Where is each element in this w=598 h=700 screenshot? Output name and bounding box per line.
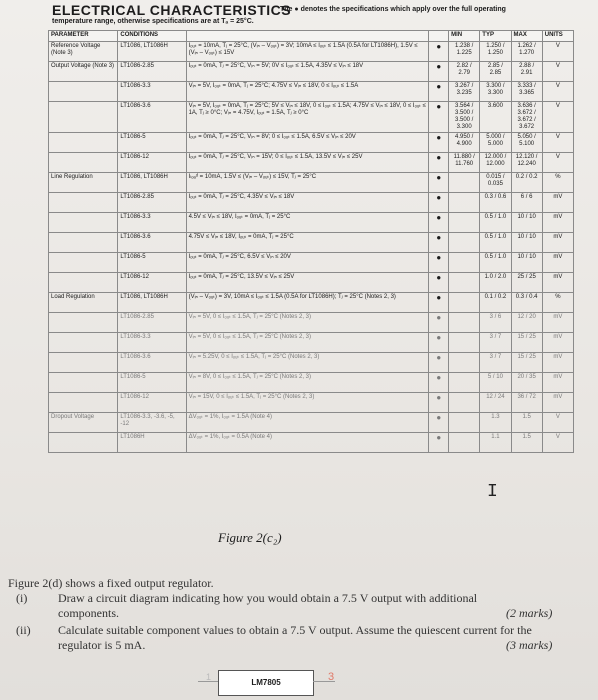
row-full-range-dot: ● — [429, 193, 449, 213]
row-part-number: LT1086-3.6 — [118, 353, 186, 373]
row-conditions: (Vᵢₙ – Vₒᵤₜ) = 3V, 10mA ≤ Iₒᵤₜ ≤ 1.5A (0.5A for LT1086H); Tⱼ = 25°C (Notes 2, 3) — [186, 293, 429, 313]
section-title: ELECTRICAL CHARACTERISTICS — [52, 2, 292, 18]
row-max: 6 / 6 — [511, 193, 542, 213]
pin-out-label: 3 — [328, 671, 335, 683]
table-row — [49, 213, 574, 233]
row-units: % — [542, 173, 573, 193]
row-typ: 3 / 7 — [480, 353, 511, 373]
row-max: 25 / 25 — [511, 273, 542, 293]
row-conditions: 4.5V ≤ Vᵢₙ ≤ 18V, Iₒᵤₜ = 0mA, Tⱼ = 25°C — [186, 213, 429, 233]
row-min — [449, 333, 480, 353]
row-full-range-dot: ● — [429, 233, 449, 253]
row-full-range-dot: ● — [429, 353, 449, 373]
row-typ: 3 / 6 — [480, 313, 511, 333]
figure-caption: Figure 2(c₂) — [218, 530, 282, 545]
row-max: 10 / 10 — [511, 213, 542, 233]
row-min — [449, 293, 480, 313]
row-typ: 3.600 — [480, 102, 511, 133]
question-1-text: Draw a circuit diagram indicating how you would obtain a 7.5 V output with additional components. — [58, 591, 478, 620]
row-conditions: Iₒᵤₜ = 0mA, Tⱼ = 25°C, Vᵢₙ = 5V; 0V ≤ Iₒᵤₜ ≤ 1.5A, 4.35V ≤ Vᵢₙ ≤ 18V — [186, 62, 429, 82]
row-full-range-dot: ● — [429, 82, 449, 102]
table-row — [49, 253, 574, 273]
question-1-marks: (2 marks) — [506, 606, 553, 620]
table-row — [49, 133, 574, 153]
row-conditions: Iₒᵤₜ = 0mA, Tⱼ = 25°C, 4.35V ≤ Vᵢₙ ≤ 18V — [186, 193, 429, 213]
row-min — [449, 253, 480, 273]
row-max: 36 / 72 — [511, 393, 542, 413]
row-max: 1.262 / 1.270 — [511, 42, 542, 62]
row-units: mV — [542, 193, 573, 213]
row-typ: 0.5 / 1.0 — [480, 233, 511, 253]
row-full-range-dot: ● — [429, 153, 449, 173]
question-intro: Figure 2(d) shows a fixed output regulator. — [8, 576, 214, 590]
row-typ: 3 / 7 — [480, 333, 511, 353]
row-typ: 0.5 / 1.0 — [480, 253, 511, 273]
row-typ: 1.1 — [480, 433, 511, 453]
row-parameter — [49, 82, 118, 102]
row-parameter: Dropout Voltage — [49, 413, 118, 433]
row-parameter — [49, 133, 118, 153]
row-max: 15 / 25 — [511, 333, 542, 353]
table-row — [49, 373, 574, 393]
row-conditions: Iₒᵤₜ = 0mA, Tⱼ = 25°C, Vᵢₙ = 15V; 0 ≤ Iₒᵤₜ ≤ 1.5A, 13.5V ≤ Vᵢₙ ≤ 25V — [186, 153, 429, 173]
row-part-number: LT1086-3.3 — [118, 213, 186, 233]
row-parameter: Load Regulation — [49, 293, 118, 313]
row-conditions: Iₒᵤₜ = 0mA, Tⱼ = 25°C, Vᵢₙ = 8V; 0 ≤ Iₒᵤₜ ≤ 1.5A, 6.5V ≤ Vᵢₙ ≤ 20V — [186, 133, 429, 153]
row-min — [449, 373, 480, 393]
row-full-range-dot: ● — [429, 293, 449, 313]
electrical-characteristics-table — [48, 30, 574, 453]
row-parameter — [49, 253, 118, 273]
row-part-number: LT1086-2.85 — [118, 313, 186, 333]
row-conditions: ΔVₒᵤₜ = 1%, Iₒᵤₜ = 0.5A (Note 4) — [186, 433, 429, 453]
row-typ: 0.3 / 0.6 — [480, 193, 511, 213]
row-full-range-dot: ● — [429, 333, 449, 353]
row-conditions: Vᵢₙ = 5.25V, 0 ≤ Iₒᵤₜ ≤ 1.5A, Tⱼ = 25°C (Notes 2, 3) — [186, 353, 429, 373]
row-typ: 12 / 24 — [480, 393, 511, 413]
row-min: 4.950 / 4.900 — [449, 133, 480, 153]
row-conditions: 4.75V ≤ Vᵢₙ ≤ 18V, Iₒᵤₜ = 0mA, Tⱼ = 25°C — [186, 233, 429, 253]
row-min — [449, 173, 480, 193]
row-units: V — [542, 133, 573, 153]
row-max: 2.88 / 2.91 — [511, 62, 542, 82]
row-parameter — [49, 233, 118, 253]
row-conditions: Vᵢₙ = 8V, 0 ≤ Iₒᵤₜ ≤ 1.5A, Tⱼ = 25°C (Notes 2, 3) — [186, 373, 429, 393]
row-full-range-dot: ● — [429, 213, 449, 233]
question-1-number: (i) — [16, 591, 28, 605]
row-typ: 12.000 / 12.000 — [480, 153, 511, 173]
header-conditions-detail — [186, 31, 429, 42]
row-units: mV — [542, 373, 573, 393]
title-note: The ● denotes the specifications which apply over the full operating — [280, 6, 506, 13]
table-row — [49, 62, 574, 82]
row-max: 12 / 20 — [511, 313, 542, 333]
row-full-range-dot: ● — [429, 102, 449, 133]
row-full-range-dot: ● — [429, 42, 449, 62]
row-typ: 0.5 / 1.0 — [480, 213, 511, 233]
row-typ: 5 / 10 — [480, 373, 511, 393]
row-full-range-dot: ● — [429, 313, 449, 333]
table-row — [49, 233, 574, 253]
row-conditions: ΔVₒᵤₜ = 1%, Iₒᵤₜ = 1.5A (Note 4) — [186, 413, 429, 433]
header-max: MAX — [511, 31, 542, 42]
question-2-marks: (3 marks) — [506, 638, 553, 652]
row-max: 20 / 35 — [511, 373, 542, 393]
row-units: V — [542, 153, 573, 173]
row-part-number: LT1086-3.6 — [118, 102, 186, 133]
table-row — [49, 153, 574, 173]
row-typ: 0.1 / 0.2 — [480, 293, 511, 313]
table-body — [49, 42, 574, 453]
row-units: mV — [542, 393, 573, 413]
text-cursor-icon: I — [487, 482, 498, 502]
row-units: V — [542, 433, 573, 453]
row-units: mV — [542, 273, 573, 293]
row-parameter — [49, 433, 118, 453]
row-max: 10 / 10 — [511, 253, 542, 273]
row-min — [449, 313, 480, 333]
table-row — [49, 42, 574, 62]
table-row — [49, 193, 574, 213]
row-min: 1.238 / 1.225 — [449, 42, 480, 62]
row-parameter — [49, 213, 118, 233]
row-full-range-dot: ● — [429, 273, 449, 293]
row-parameter — [49, 313, 118, 333]
row-full-range-dot: ● — [429, 173, 449, 193]
table-row — [49, 433, 574, 453]
row-full-range-dot: ● — [429, 393, 449, 413]
row-typ: 1.3 — [480, 413, 511, 433]
row-typ: 5.000 / 5.000 — [480, 133, 511, 153]
row-min: 11.880 / 11.760 — [449, 153, 480, 173]
row-full-range-dot: ● — [429, 413, 449, 433]
row-min: 2.82 / 2.79 — [449, 62, 480, 82]
row-full-range-dot: ● — [429, 133, 449, 153]
row-units: mV — [542, 313, 573, 333]
row-typ: 0.015 / 0.035 — [480, 173, 511, 193]
row-parameter: Reference Voltage (Note 3) — [49, 42, 118, 62]
row-parameter — [49, 373, 118, 393]
row-typ: 2.85 / 2.85 — [480, 62, 511, 82]
row-conditions: Vᵢₙ = 5V, Iₒᵤₜ = 0mA, Tⱼ = 25°C; 5V ≤ Vᵢₙ ≤ 18V, 0 ≤ Iₒᵤₜ ≤ 1.5A; 4.75V ≤ Vᵢₙ ≤ 18V, 0 ≤ Iₒᵤₜ ≤ 1A, Tⱼ ≥ 0°C; Vᵢₙ = 4.75V, Iₒᵤₜ = 1.5A, Tⱼ ≥ 0°C — [186, 102, 429, 133]
header-parameter: PARAMETER — [49, 31, 118, 42]
table-row — [49, 82, 574, 102]
row-min — [449, 353, 480, 373]
row-part-number: LT1086-3.6 — [118, 233, 186, 253]
row-part-number: LT1086-3.3 — [118, 82, 186, 102]
row-min: 3.564 / 3.500 / 3.500 / 3.300 — [449, 102, 480, 133]
row-conditions: Vᵢₙ = 5V, 0 ≤ Iₒᵤₜ ≤ 1.5A, Tⱼ = 25°C (Notes 2, 3) — [186, 313, 429, 333]
row-min — [449, 433, 480, 453]
row-max: 12.120 / 12.240 — [511, 153, 542, 173]
row-parameter — [49, 353, 118, 373]
row-typ: 1.250 / 1.250 — [480, 42, 511, 62]
question-2-number: (ii) — [16, 623, 31, 637]
row-max: 10 / 10 — [511, 233, 542, 253]
header-units: UNITS — [542, 31, 573, 42]
row-parameter — [49, 393, 118, 413]
row-conditions: Vᵢₙ = 5V, 0 ≤ Iₒᵤₜ ≤ 1.5A, Tⱼ = 25°C (Notes 2, 3) — [186, 333, 429, 353]
row-parameter: Line Regulation — [49, 173, 118, 193]
header-conditions: CONDITIONS — [118, 31, 186, 42]
row-part-number: LT1086-3.3 — [118, 333, 186, 353]
row-min: 3.267 / 3.235 — [449, 82, 480, 102]
table-row — [49, 273, 574, 293]
table-row — [49, 173, 574, 193]
row-units: V — [542, 413, 573, 433]
row-parameter — [49, 153, 118, 173]
table-row — [49, 293, 574, 313]
table-row — [49, 353, 574, 373]
table-row — [49, 333, 574, 353]
row-conditions: Iₒᵤₜ = 0mA, Tⱼ = 25°C, 6.5V ≤ Vᵢₙ ≤ 20V — [186, 253, 429, 273]
row-part-number: LT1086-12 — [118, 153, 186, 173]
row-units: % — [542, 293, 573, 313]
row-full-range-dot: ● — [429, 62, 449, 82]
section-subtitle: temperature range, otherwise specifications are at Tₐ = 25°C. — [52, 18, 254, 25]
question-2-text: Calculate suitable component values to obtain a 7.5 V output. Assume the quiescent current for the regulator is 5 mA. — [58, 623, 532, 652]
row-units: mV — [542, 233, 573, 253]
row-conditions: Iₒᵤₜ = 10mA, Tⱼ = 25°C, (Vᵢₙ – Vₒᵤₜ) = 3V; 10mA ≤ Iₒᵤₜ ≤ 1.5A (0.5A for LT1086H), 1.5V ≤ (Vᵢₙ – Vₒᵤₜ) ≤ 15V — [186, 42, 429, 62]
header-typ: TYP — [480, 31, 511, 42]
table-row — [49, 313, 574, 333]
row-units: V — [542, 62, 573, 82]
table-row — [49, 413, 574, 433]
row-units: mV — [542, 333, 573, 353]
row-units: mV — [542, 353, 573, 373]
row-parameter — [49, 193, 118, 213]
row-min — [449, 233, 480, 253]
table-row — [49, 102, 574, 133]
regulator-chip: LM7805 — [218, 670, 314, 696]
row-parameter — [49, 333, 118, 353]
row-max: 5.050 / 5.100 — [511, 133, 542, 153]
row-part-number: LT1086-5 — [118, 133, 186, 153]
row-full-range-dot: ● — [429, 373, 449, 393]
row-min — [449, 273, 480, 293]
row-full-range-dot: ● — [429, 253, 449, 273]
row-conditions: Vᵢₙ = 15V, 0 ≤ Iₒᵤₜ ≤ 1.5A, Tⱼ = 25°C (Notes 2, 3) — [186, 393, 429, 413]
row-part-number: LT1086, LT1086H — [118, 293, 186, 313]
row-max: 15 / 25 — [511, 353, 542, 373]
row-units: V — [542, 42, 573, 62]
table-row — [49, 393, 574, 413]
row-min — [449, 213, 480, 233]
row-max: 1.5 — [511, 433, 542, 453]
row-part-number: LT1086, LT1086H — [118, 42, 186, 62]
row-units: V — [542, 102, 573, 133]
row-part-number: LT1086-5 — [118, 373, 186, 393]
row-parameter — [49, 273, 118, 293]
pin-in-label: 1 — [206, 672, 212, 682]
row-max: 0.2 / 0.2 — [511, 173, 542, 193]
row-max: 0.3 / 0.4 — [511, 293, 542, 313]
row-parameter: Output Voltage (Note 3) — [49, 62, 118, 82]
row-part-number: LT1086-2.85 — [118, 62, 186, 82]
table-header-row — [49, 31, 574, 42]
row-min — [449, 193, 480, 213]
row-conditions: Vᵢₙ = 5V, Iₒᵤₜ = 0mA, Tⱼ = 25°C; 4.75V ≤ Vᵢₙ ≤ 18V, 0 ≤ Iₒᵤₜ ≤ 1.5A — [186, 82, 429, 102]
row-units: mV — [542, 253, 573, 273]
row-max: 3.636 / 3.672 / 3.672 / 3.672 — [511, 102, 542, 133]
header-dot — [429, 31, 449, 42]
row-min — [449, 393, 480, 413]
regulator-circuit — [198, 668, 358, 698]
row-conditions: Iₒᵤₜ = 0mA, Tⱼ = 25°C, 13.5V ≤ Vᵢₙ ≤ 25V — [186, 273, 429, 293]
row-full-range-dot: ● — [429, 433, 449, 453]
row-parameter — [49, 102, 118, 133]
row-typ: 1.0 / 2.0 — [480, 273, 511, 293]
row-part-number: LT1086-12 — [118, 393, 186, 413]
header-min: MIN — [449, 31, 480, 42]
row-typ: 3.300 / 3.300 — [480, 82, 511, 102]
row-min — [449, 413, 480, 433]
row-part-number: LT1086-3.3, -3.6, -5, -12 — [118, 413, 186, 433]
row-conditions: Iₗₒₐᵈ = 10mA, 1.5V ≤ (Vᵢₙ – Vₒᵤₜ) ≤ 15V, Tⱼ = 25°C — [186, 173, 429, 193]
row-part-number: LT1086H — [118, 433, 186, 453]
row-units: V — [542, 82, 573, 102]
row-max: 3.333 / 3.365 — [511, 82, 542, 102]
row-max: 1.5 — [511, 413, 542, 433]
row-part-number: LT1086, LT1086H — [118, 173, 186, 193]
row-part-number: LT1086-2.85 — [118, 193, 186, 213]
row-part-number: LT1086-5 — [118, 253, 186, 273]
row-part-number: LT1086-12 — [118, 273, 186, 293]
row-units: mV — [542, 213, 573, 233]
